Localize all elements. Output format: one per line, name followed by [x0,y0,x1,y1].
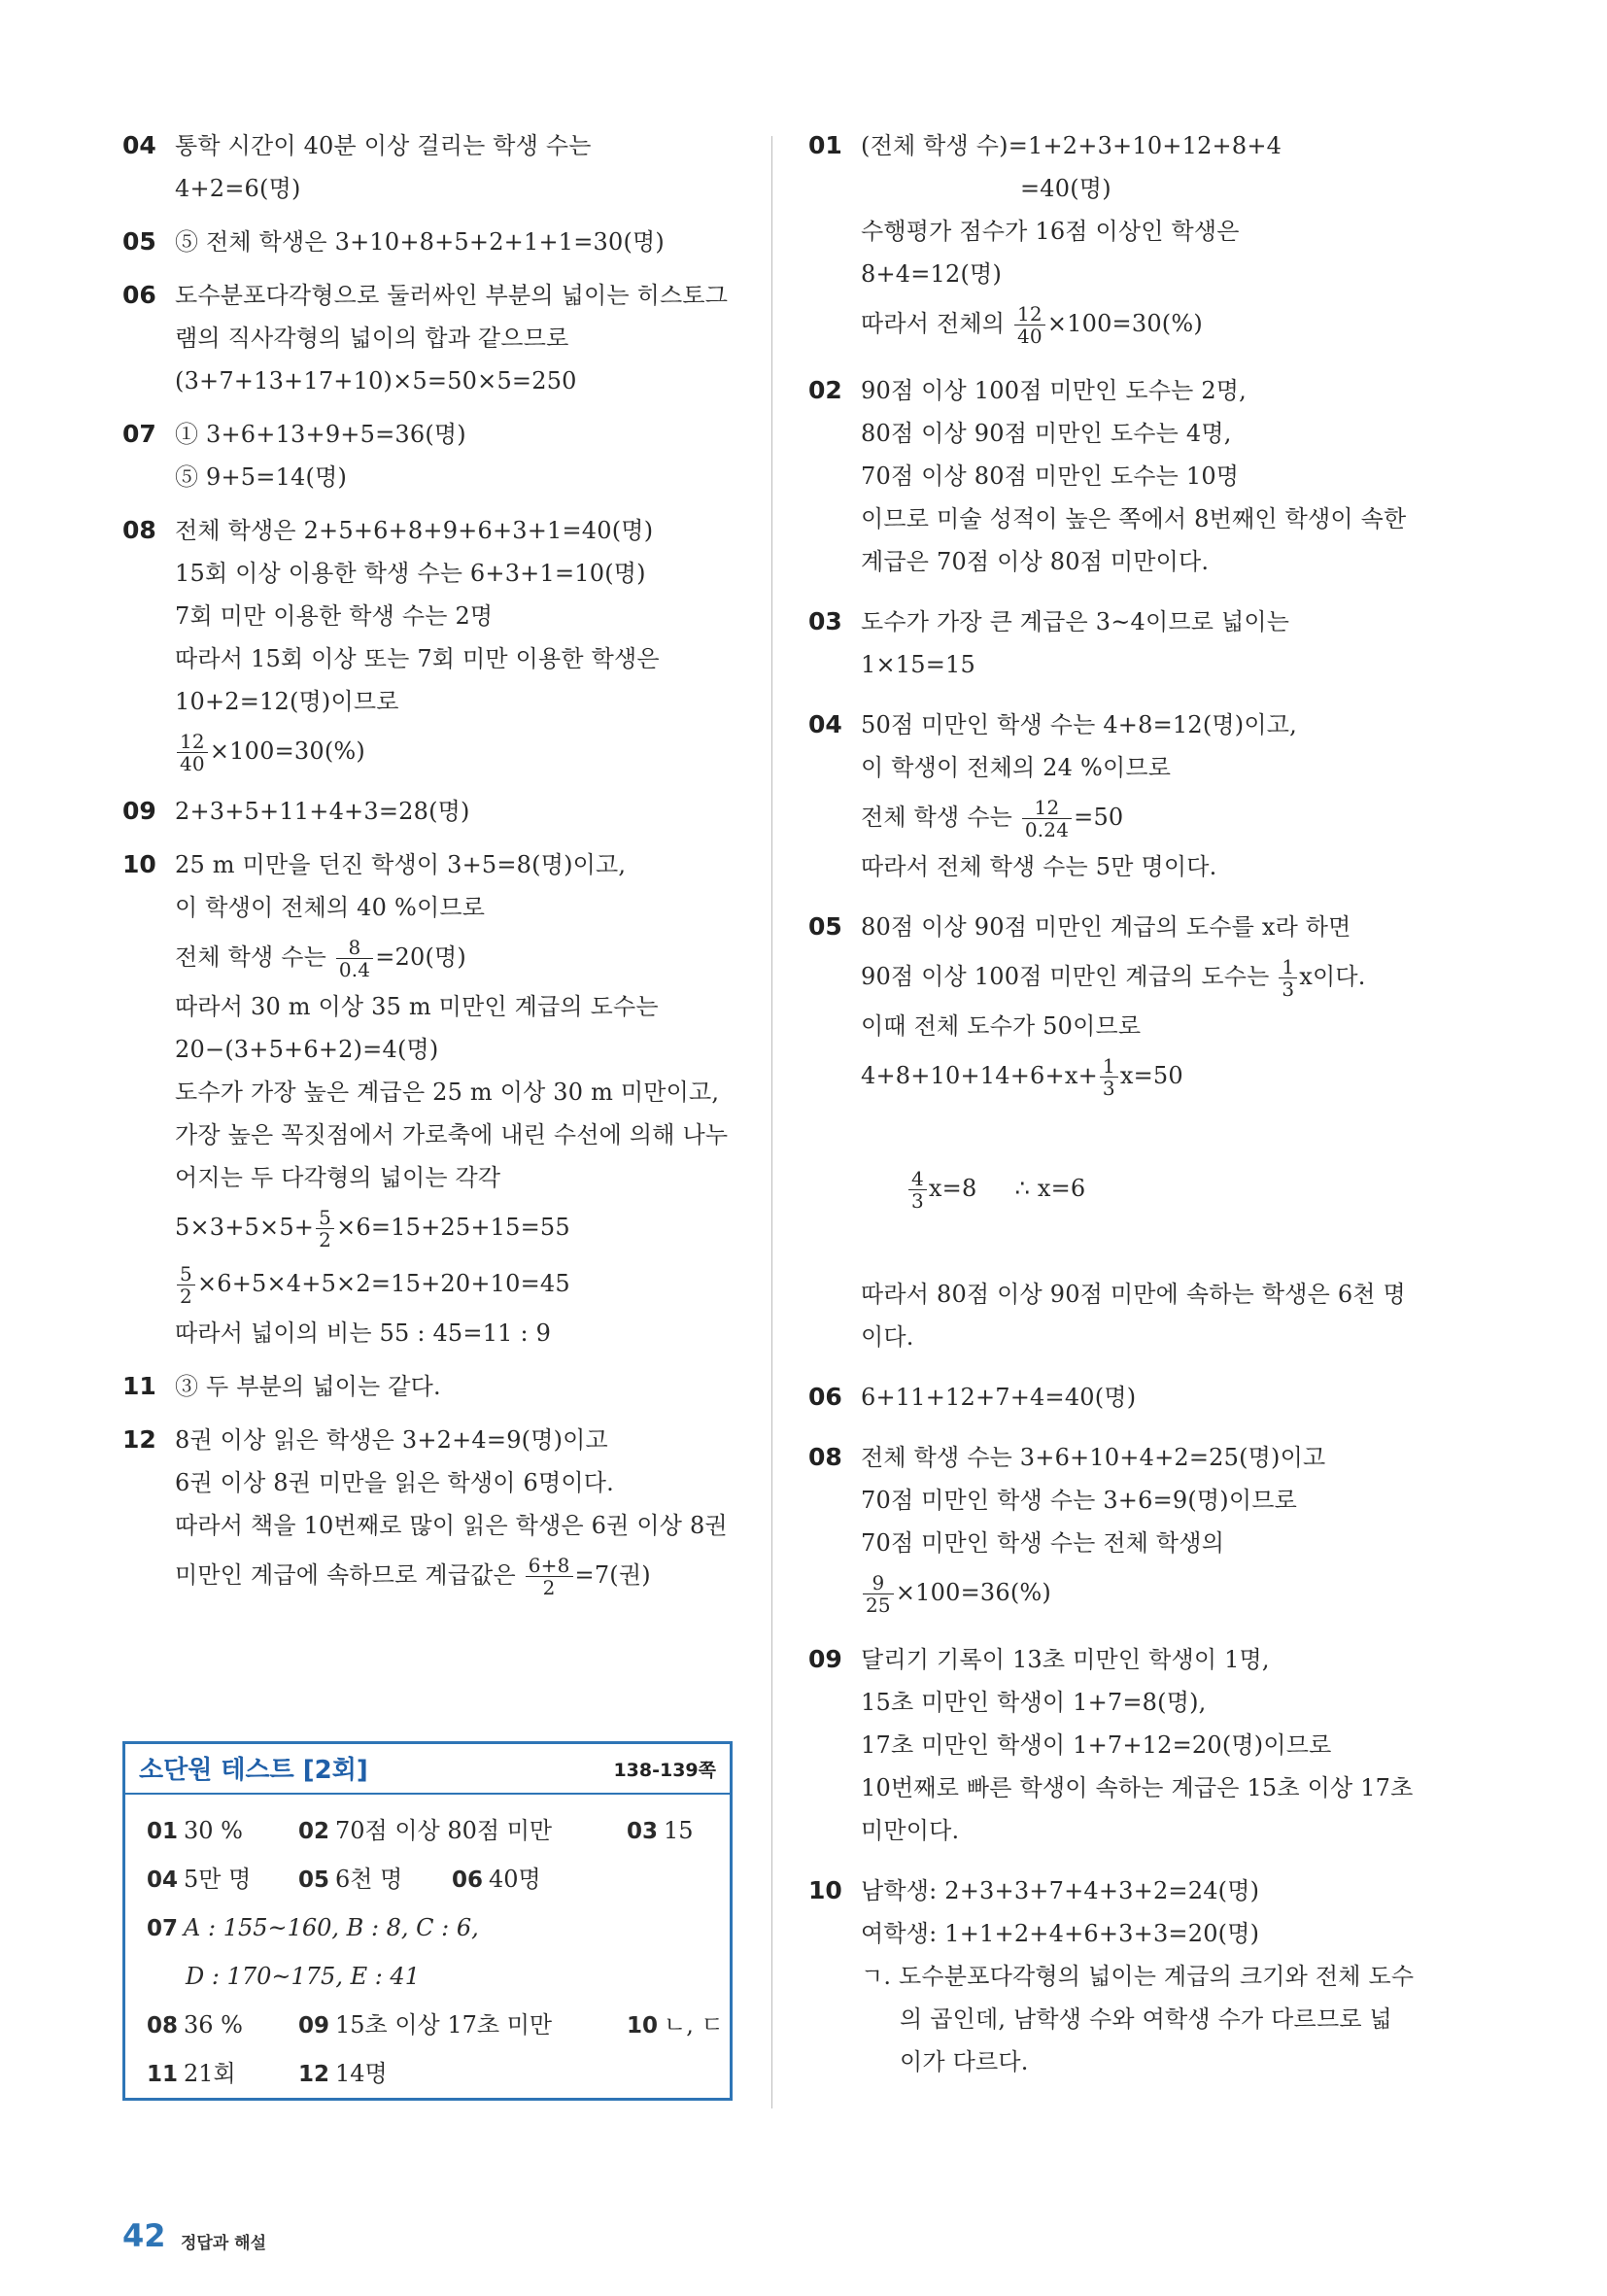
answer-item: 11 21회 [147,2060,236,2087]
page-footer-label: 정답과 해설 [181,2234,267,2253]
solution-line: 램의 직사각형의 넓이의 합과 같으므로 [175,325,569,352]
solution-line: 남학생: 2+3+3+7+4+3+2=24(명) [861,1877,1260,1904]
answer-item: 03 15 [627,1817,694,1844]
numerator: 9 [863,1572,894,1594]
problem-number: 04 [122,131,156,159]
solution-06 [122,274,736,402]
denominator: 40 [1016,325,1043,348]
solution-line: 이 학생이 전체의 24 %이므로 [861,754,1172,781]
answer-item: 01 30 % [147,1817,243,1844]
solution-line: 통학 시간이 40분 이상 걸리는 학생 수는 [175,132,592,159]
unit-test-answer-box [122,1741,733,2101]
solution-line [861,1104,1430,1273]
solution-02 [808,369,1430,583]
answer-row [147,1952,730,2001]
text: 따라서 전체의 [861,310,1006,337]
problem-number: 06 [122,281,156,309]
fraction [1022,797,1072,840]
expression: 4+8+10+14+6+x+ [861,1062,1098,1089]
solution-line: 계급은 70점 이상 80점 미만이다. [861,548,1210,575]
denominator: 0.24 [1024,818,1070,841]
solution-line: 이가 다르다. [900,2048,1029,2075]
solution-line: 20−(3+5+6+2)=4(명) [175,1036,439,1063]
answer-box-body [125,1795,730,2098]
numerator: 5 [316,1207,334,1229]
page-reference: 138-139쪽 [613,1760,716,1781]
solution-09 [808,1638,1430,1852]
text: 전체 학생 수는 [861,804,1012,831]
solution-12 [122,1419,736,1603]
numerator: 4 [908,1168,927,1190]
solution-line: 이므로 미술 성적이 높은 쪽에서 8번째인 학생이 속한 [861,505,1407,532]
expression: x=8 ∴ x=6 [928,1175,1086,1202]
solution-07 [122,413,736,498]
denominator: 3 [910,1189,924,1213]
numerator: 6+8 [526,1555,573,1577]
solution-line: 이 학생이 전체의 40 %이므로 [175,894,486,921]
problem-number: 12 [122,1425,156,1454]
solution-line [861,948,1430,1005]
answer-item: 10 ㄴ, ㄷ [627,2011,724,2039]
numerator: 8 [336,937,373,959]
problem-number: 05 [808,912,842,941]
answer-box-title: 소단원 테스트 [2회] [139,1756,368,1785]
solution-line: 15회 이상 이용한 학생 수는 6+3+1=10(명) [175,560,646,587]
solution-line [861,295,1430,352]
expression: ×100=30(%) [1046,310,1203,337]
solution-line: 80점 이상 90점 미만인 계급의 도수를 x라 하면 [861,913,1351,941]
solution-line: 의 곱인데, 남학생 수와 여학생 수가 다르므로 넓 [900,2005,1392,2033]
solution-09 [122,790,736,833]
solution-line: 25 m 미만을 던진 학생이 3+5=8(명)이고, [175,851,627,878]
answer-row [147,2049,730,2098]
problem-number: 08 [808,1443,842,1471]
problem-number: 09 [122,797,156,825]
problem-number: 08 [122,516,156,544]
solution-line: 10번째로 빠른 학생이 속하는 계급은 15초 이상 17초 [861,1774,1414,1801]
problem-number: 10 [122,850,156,878]
solution-line [175,723,736,779]
solution-line: 따라서 30 m 이상 35 m 미만인 계급의 도수는 [175,993,659,1020]
solution-line: 도수가 가장 높은 계급은 25 m 이상 30 m 미만이고, [175,1079,720,1106]
problem-number: 10 [808,1876,842,1904]
numerator: 1 [1100,1055,1118,1078]
problem-number: 03 [808,607,842,635]
denominator: 2 [180,1285,192,1308]
solution-line [175,1547,736,1603]
expression: =50 [1074,804,1124,831]
solution-03 [808,600,1430,686]
solution-line: 따라서 넓이의 비는 55 : 45=11 : 9 [175,1319,552,1347]
solution-line: 도수가 가장 큰 계급은 3~4이므로 넓이는 [861,608,1290,635]
solution-line: 10+2=12(명)이므로 [175,688,399,715]
solution-line: 이때 전체 도수가 50이므로 [861,1012,1142,1040]
solution-line: ⑤ 9+5=14(명) [175,463,348,491]
solution-line: 따라서 80점 이상 90점 미만에 속하는 학생은 6천 명 [861,1281,1406,1308]
answer-item: 09 15초 이상 17초 미만 [298,2011,553,2039]
numerator: 12 [1014,303,1045,326]
solution-line: 2+3+5+11+4+3=28(명) [175,798,470,825]
solution-line: (전체 학생 수)=1+2+3+10+12+8+4 [861,132,1282,159]
solution-08 [808,1436,1430,1621]
solution-line: 70점 이상 80점 미만인 도수는 10명 [861,463,1240,490]
answer-item: 06 40명 [452,1866,541,1893]
denominator: 3 [1282,977,1295,1001]
problem-number: 09 [808,1645,842,1673]
solution-line: 전체 학생은 2+5+6+8+9+6+3+1=40(명) [175,517,654,544]
solution-line: 도수분포다각형으로 둘러싸인 부분의 넓이는 히스토그 [175,282,729,309]
solution-line: 어지는 두 다각형의 넓이는 각각 [175,1164,501,1191]
solution-line: 따라서 15회 이상 또는 7회 미만 이용한 학생은 [175,645,660,672]
fraction [1014,303,1045,347]
fraction [316,1207,334,1251]
expression: ×6+5×4+5×2=15+20+10=45 [196,1270,570,1297]
text: 미만인 계급에 속하므로 계급값은 [175,1561,516,1589]
problem-number: 01 [808,131,842,159]
answer-item-continued: D : 170~175, E : 41 [186,1963,420,1990]
expression: ×100=30(%) [209,737,365,765]
left-column [122,124,736,1614]
fraction [1100,1055,1118,1099]
solution-08 [122,509,736,779]
solution-line: 15초 미만인 학생이 1+7=8(명), [861,1689,1207,1716]
answer-item: 08 36 % [147,2011,243,2039]
solution-line: 따라서 책을 10번째로 많이 읽은 학생은 6권 이상 8권 [175,1512,728,1539]
fraction [526,1555,573,1598]
solution-line: 여학생: 1+1+2+4+6+3+3=20(명) [861,1920,1260,1947]
solution-line: 90점 이상 100점 미만인 도수는 2명, [861,377,1248,404]
solution-line: 17초 미만인 학생이 1+7+12=20(명)이므로 [861,1731,1332,1759]
answer-row [147,1806,730,1855]
answer-row [147,1855,730,1903]
solution-04 [808,703,1430,888]
solution-line: 70점 미만인 학생 수는 전체 학생의 [861,1529,1225,1557]
denominator: 0.4 [338,958,371,981]
answer-item: 02 70점 이상 80점 미만 [298,1817,553,1844]
solution-line: =40(명) [1020,175,1111,202]
problem-number: 06 [808,1383,842,1411]
solution-line: 6+11+12+7+4=40(명) [861,1384,1137,1411]
problem-number: 05 [122,227,156,256]
numerator: 12 [1022,797,1072,819]
solution-line [175,1255,736,1312]
answer-item: 04 5만 명 [147,1866,252,1893]
solution-line: 50점 미만인 학생 수는 4+8=12(명)이고, [861,711,1297,738]
solution-05 [808,906,1430,1358]
right-column [808,124,1430,2094]
solution-line: ③ 두 부분의 넓이는 같다. [175,1373,441,1400]
solution-line: 전체 학생 수는 3+6+10+4+2=25(명)이고 [861,1444,1326,1471]
solution-line: 8+4=12(명) [861,260,1003,288]
denominator: 3 [1102,1077,1115,1100]
answer-item: 07 A : 155~160, B : 8, C : 6, [147,1914,479,1941]
solution-line: (3+7+13+17+10)×5=50×5=250 [175,367,577,394]
denominator: 2 [319,1228,332,1251]
answer-item: 12 14명 [298,2060,388,2087]
solution-line: 달리기 기록이 13초 미만인 학생이 1명, [861,1646,1270,1673]
solution-line: 6권 이상 8권 미만을 읽은 학생이 6명이다. [175,1469,614,1496]
answer-row [147,1903,730,1952]
solution-01 [808,124,1430,352]
fraction [863,1572,894,1616]
solution-line [861,1564,1430,1621]
problem-number: 11 [122,1372,156,1400]
solution-line: 가장 높은 꼭짓점에서 가로축에 내린 수선에 의해 나누 [175,1121,729,1148]
expression: ×6=15+25+15=55 [336,1214,570,1241]
solution-line: ⑤ 전체 학생은 3+10+8+5+2+1+1=30(명) [175,228,665,256]
solution-line: 80점 이상 90점 미만인 도수는 4명, [861,420,1232,447]
solution-line: ① 3+6+13+9+5=36(명) [175,421,466,448]
answer-item: 05 6천 명 [298,1866,403,1893]
fraction [177,1263,195,1307]
expression: =20(명) [375,943,466,971]
solution-line [861,1047,1430,1104]
solution-line: 8권 이상 읽은 학생은 3+2+4=9(명)이고 [175,1426,608,1454]
expression: 5×3+5×5+ [175,1214,315,1241]
fraction [908,1168,927,1212]
fraction [336,937,373,980]
numerator: 12 [177,731,208,753]
numerator: 1 [1279,956,1297,978]
expression: ×100=36(%) [895,1579,1051,1606]
column-divider [771,136,772,2108]
solution-05 [122,221,736,263]
solution-line: 이다. [861,1323,914,1351]
solution-line: 1×15=15 [861,651,975,678]
solution-line [175,1199,736,1255]
denominator: 25 [866,1593,891,1617]
problem-number: 04 [808,710,842,738]
solution-line: 7회 미만 이용한 학생 수는 2명 [175,602,494,630]
text: 전체 학생 수는 [175,943,326,971]
problem-number: 07 [122,420,156,448]
solution-line: 따라서 전체 학생 수는 5만 명이다. [861,853,1217,880]
solution-04 [122,124,736,210]
solution-10 [808,1869,1430,2083]
problem-number: 02 [808,376,842,404]
expression: =7(권) [574,1561,651,1589]
solution-line [861,789,1430,845]
solution-line: 70점 미만인 학생 수는 3+6=9(명)이므로 [861,1487,1298,1514]
solution-11 [122,1365,736,1408]
solution-line: ㄱ. 도수분포다각형의 넓이는 계급의 크기와 전체 도수 [861,1963,1415,1990]
solution-10 [122,843,736,1354]
expression: x=50 [1119,1062,1183,1089]
fraction [177,731,208,774]
solution-line: 수행평가 점수가 16점 이상인 학생은 [861,218,1240,245]
answer-row [147,2001,730,2049]
numerator: 5 [177,1263,195,1285]
denominator: 40 [180,752,205,775]
denominator: 2 [542,1576,556,1599]
solution-line [175,929,736,985]
expression: x이다. [1299,963,1366,990]
text: 90점 이상 100점 미만인 계급의 도수는 [861,963,1270,990]
fraction [1279,956,1297,1000]
page-number: 42 [122,2217,166,2254]
solution-line: 4+2=6(명) [175,175,301,202]
solution-line: 미만이다. [861,1817,960,1844]
solution-06 [808,1376,1430,1419]
answer-box-header [125,1744,730,1795]
